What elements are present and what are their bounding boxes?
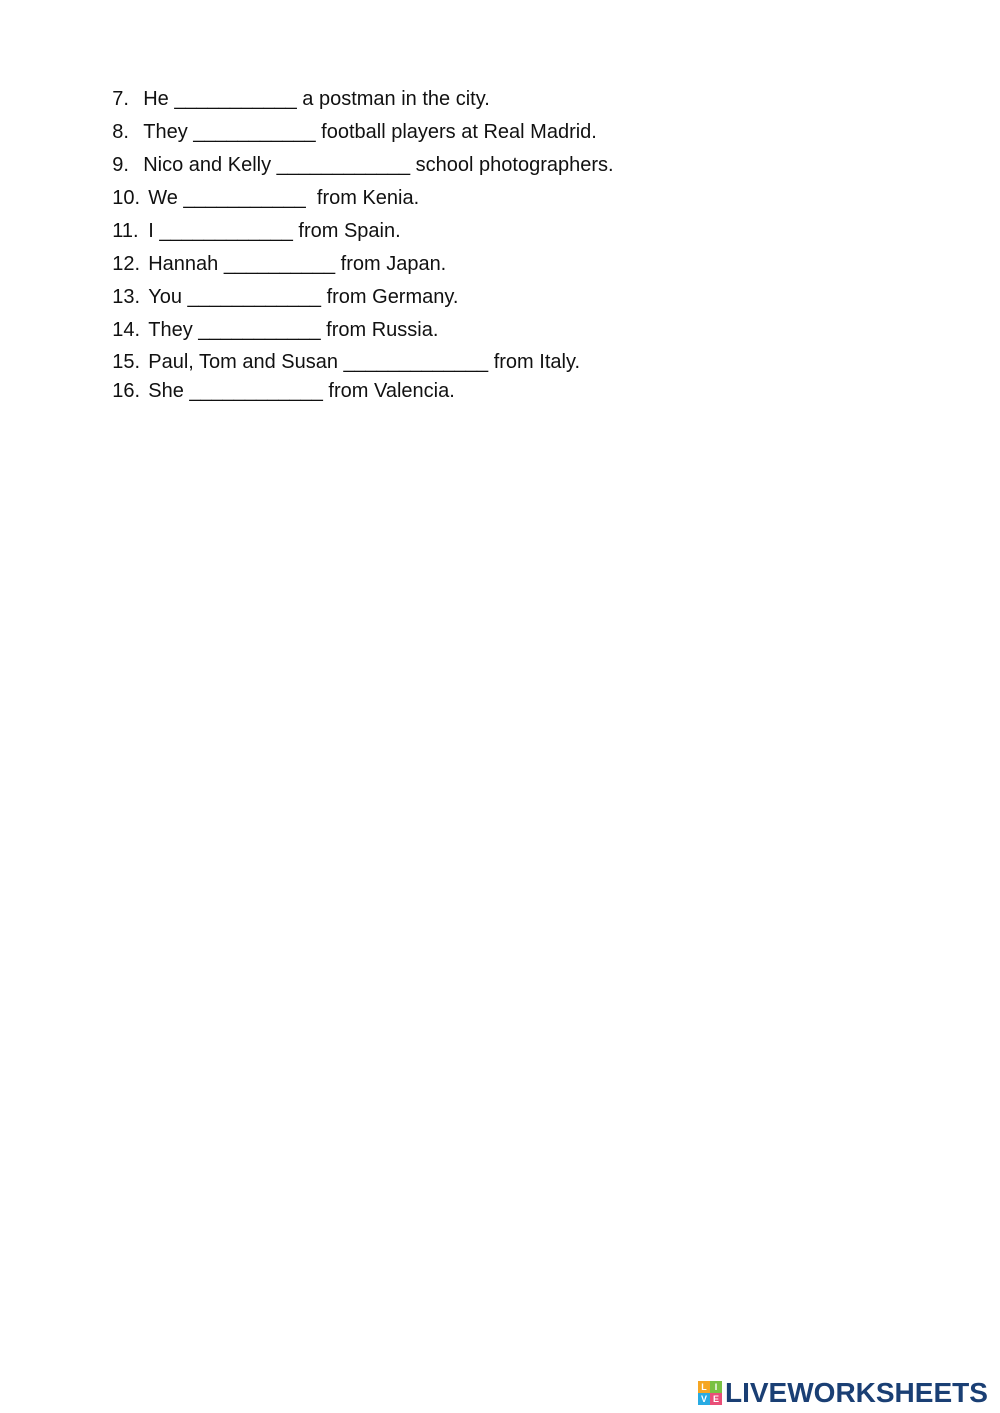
item-sentence: Paul, Tom and Susan _____________ from Italy.: [148, 351, 581, 373]
logo-square-l: L: [698, 1381, 710, 1393]
item-number: 10.: [112, 187, 141, 209]
item-number: 8.: [112, 121, 129, 143]
item-number: 11.: [112, 220, 139, 242]
item-number: 7.: [112, 88, 129, 110]
item-sentence: Nico and Kelly ____________ school photographers.: [143, 154, 614, 176]
liveworksheets-logo-icon: [698, 1381, 722, 1405]
exercise-item-16: [90, 355, 455, 427]
item-sentence: I ____________ from Spain.: [148, 220, 401, 242]
item-sentence: You ____________ from Germany.: [148, 286, 459, 308]
item-number: 12.: [112, 253, 141, 275]
item-number: 16.: [112, 380, 141, 402]
item-number: 9.: [112, 154, 129, 176]
item-number: 13.: [112, 286, 141, 308]
item-sentence: We ___________ from Kenia.: [148, 187, 420, 209]
logo-square-e: E: [710, 1393, 722, 1405]
liveworksheets-logo-text: LIVEWORKSHEETS: [725, 1377, 988, 1408]
liveworksheets-logo: [698, 1378, 988, 1408]
item-sentence: He ___________ a postman in the city.: [143, 88, 490, 110]
logo-square-i: I: [710, 1381, 722, 1393]
item-number: 14.: [112, 319, 141, 341]
item-sentence: They ___________ from Russia.: [148, 319, 439, 341]
item-number: 15.: [112, 351, 141, 373]
item-sentence: Hannah __________ from Japan.: [148, 253, 447, 275]
logo-square-v: V: [698, 1393, 710, 1405]
item-sentence: She ____________ from Valencia.: [148, 380, 455, 402]
item-sentence: They ___________ football players at Real Madrid.: [143, 121, 597, 143]
